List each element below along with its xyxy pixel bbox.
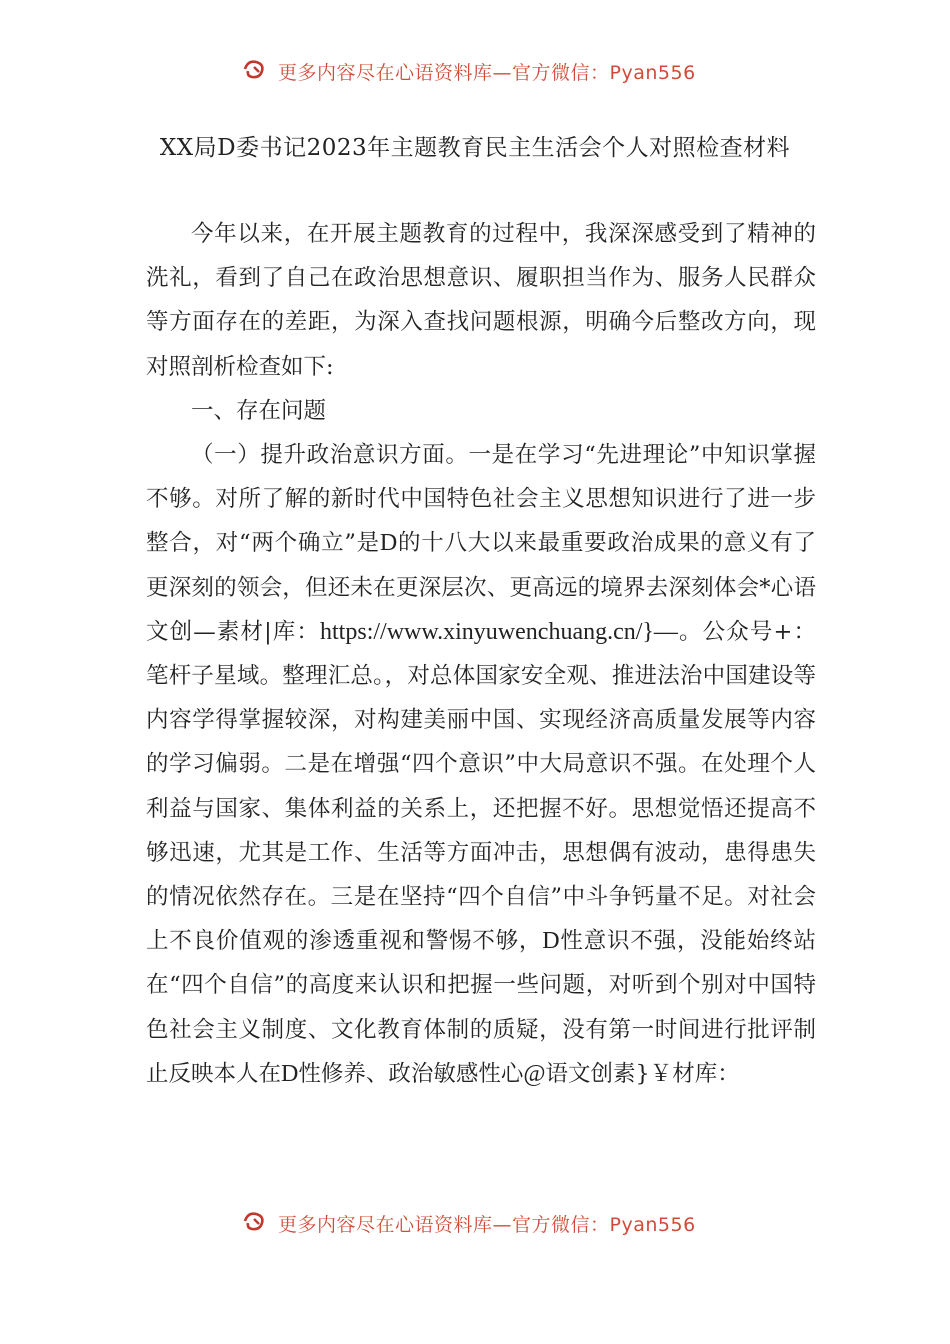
document-title: XX局D委书记2023年主题教育民主生活会个人对照检查材料 [159, 135, 791, 161]
para-text: 性修养、政治敏感性心 [298, 1060, 524, 1087]
para-text: @ [523, 1060, 546, 1087]
watermark-text: 更多内容尽在心语资料库—官方微信：Pyan556 [278, 1214, 696, 1236]
brand-logo-icon [242, 1210, 268, 1237]
para-text: D [542, 928, 560, 955]
para-text: D [379, 530, 398, 557]
footer-watermark [242, 1210, 722, 1238]
para-text: D [281, 1060, 299, 1087]
brand-logo-icon [242, 58, 268, 85]
para-text: 性意识不强，没能始终站在“四个自信”的高度来认识和把握一些问题，对听到个别对中国特色社会主义制度、文化教育体制的质疑，没有第一时间进行批评制止反映本人在 [146, 928, 816, 1087]
para-text: 。公众号+：笔杆子星域。整理汇总。，对总体国家安全观、推进法治中国建设等内容学得掌握较深，对构建美丽中国、实现经济高质量发展等内容的学习偏弱。二是在增强“四个意识”中大局意识不强。在处理个人利益与国家、集体利益的关系上，还把握不好。思想觉悟还提高不够迅速，尤其是工作、生活等方面冲击，思想偶有波动，患得患失的情况依然存在。三是在坚持“四个自信”中斗争钙量不足。对社会上不良价值观的渗透重视和警惕不够， [146, 618, 816, 955]
para-text: 的十八大以来最重要政治成果的意义有了更深刻的领会，但还未在更深层次、更高远的境界去深刻体会*心语文创—素材|库： [146, 530, 816, 645]
watermark-text: 更多内容尽在心语资料库—官方微信：Pyan556 [278, 62, 696, 84]
header-watermark [242, 58, 722, 86]
intro-paragraph: 今年以来，在开展主题教育的过程中，我深深感受到了精神的洗礼，看到了自己在政治思想意识、履职担当作为、服务人民群众等方面存在的差距，为深入查找问题根源，明确今后整改方向，现对照剖析检查如下: [146, 221, 816, 380]
para-text: 语文创素}￥材库： [545, 1060, 740, 1087]
section-heading: 一、存在问题 [191, 397, 327, 424]
para-text: （一）提升政治意识方面。一是在学习“先进理论”中知识掌握不够。对所了解的新时代中国特色社会主义思想知识进行了进一步整合，对“两个确立”是 [146, 442, 816, 557]
url-text: https://www.xinyuwenchuang.cn/}— [320, 618, 678, 645]
problem-paragraph-1 [146, 433, 816, 1096]
document-body [146, 212, 816, 1096]
